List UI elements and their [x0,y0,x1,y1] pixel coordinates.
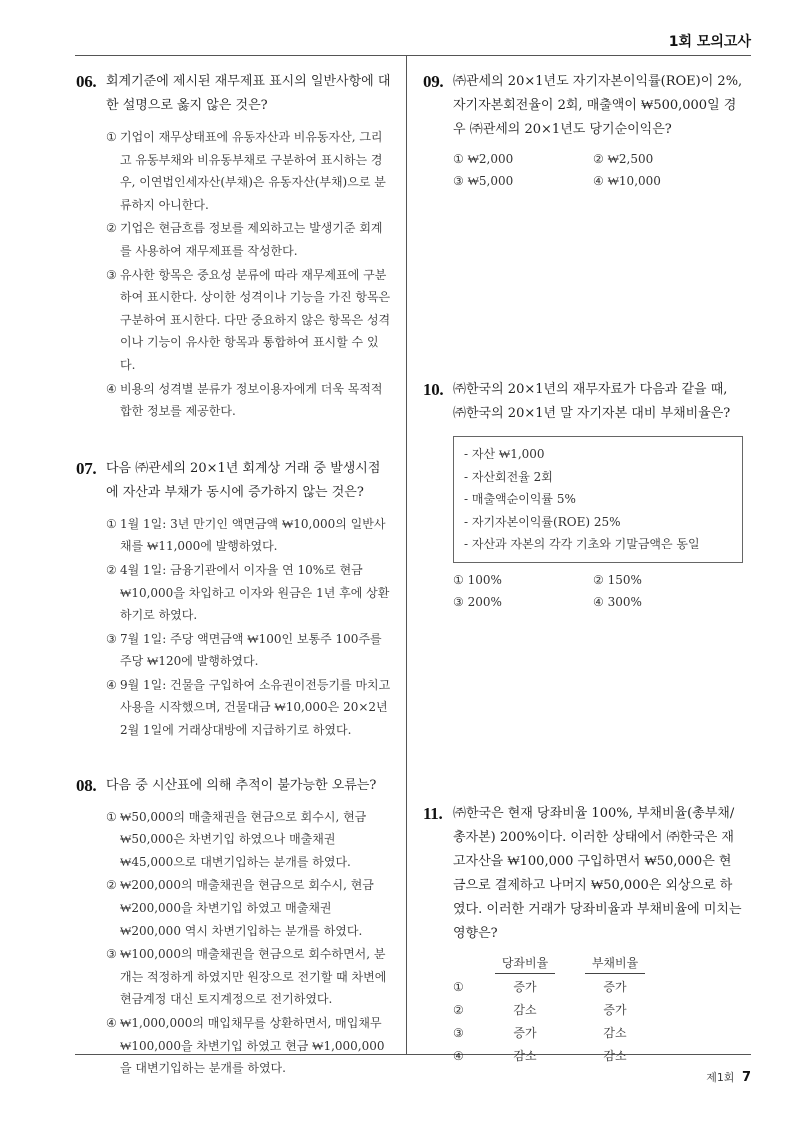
option-mark: ① [453,152,464,166]
option-text: 4월 1일: 금융기관에서 이자율 연 10%로 현금 ₩10,000을 차입하고 이자와 원금은 1년 후에 상환하기로 하였다. [120,562,390,623]
question-09-option-4 [593,170,733,192]
question-10-number: 10. [423,380,444,399]
left-column [76,70,392,1081]
option-text: 200% [467,594,502,609]
question-10-options [423,569,743,613]
option-mark: ③ [106,631,117,646]
option-mark: ③ [106,947,117,962]
option-text: ₩200,000의 매출채권을 현금으로 회수시, 현금 ₩200,000을 차변기입 하였고 매출채권 ₩200,000 역시 차변기입하는 분개를 하였다. [120,878,374,938]
quick-ratio-effect: 증가 [513,980,537,994]
option-text: ₩50,000의 매출채권을 현금으로 회수시, 현금 ₩50,000은 차변기입 하였으나 매출채권 ₩45,000으로 대변기입하는 분개를 하였다. [120,809,367,869]
question-10-stem [423,378,743,426]
option-mark: ① [106,516,117,531]
question-07-text: 다음 ㈜관세의 20×1년 회계상 거래 중 발생시점에 자산과 부채가 동시에 증가하지 않는 것은? [106,460,381,500]
question-08-stem [76,774,392,798]
question-07-options [76,513,392,742]
column-divider [406,56,407,1054]
question-08-option-3 [106,943,392,1011]
question-09-text: ㈜관세의 20×1년도 자기자본이익률(ROE)이 2%, 자기자본회전율이 2회, 매출액이 ₩500,000일 경우 ㈜관세의 20×1년도 당기순이익은? [453,74,743,137]
page-footer [706,1069,751,1085]
question-10-option-3 [453,591,593,613]
question-08-option-2 [106,874,392,942]
quick-ratio-effect: 증가 [513,1026,537,1040]
question-08-option-1 [106,806,392,874]
question-09-number: 09. [423,72,444,91]
question-09-stem [423,70,743,142]
option-mark: ② [593,152,604,166]
question-10 [423,378,743,613]
box-item: - 자산회전율 2회 [464,469,553,484]
question-06-option-3 [106,264,392,377]
option-mark: ② [453,1002,464,1017]
question-09-options [423,148,743,192]
quick-ratio-effect: 감소 [513,1049,537,1063]
option-mark: ② [106,221,117,236]
question-11-number: 11. [423,804,443,823]
question-11-choice-table [453,952,743,1067]
option-mark: ① [106,130,117,144]
question-09 [423,70,743,192]
question-11-stem [423,802,743,946]
question-07 [76,457,392,742]
option-text: ₩2,500 [607,152,654,166]
question-08-text: 다음 중 시산표에 의해 추적이 불가능한 오류는? [106,777,377,793]
question-08-number: 08. [76,775,97,795]
option-mark: ④ [453,1048,464,1063]
box-item: - 자산 ₩1,000 [464,447,545,461]
question-06-number: 06. [76,72,97,91]
option-text: ₩1,000,000의 매입채무를 상환하면서, 매입채무 ₩100,000을 차변기입 하였고 현금 ₩1,000,000을 대변기입하는 분개를 하였다. [120,1016,385,1076]
option-mark: ② [106,562,117,577]
option-text: 300% [607,594,642,609]
option-text: 7월 1일: 주당 액면금액 ₩100인 보통주 100주를 주당 ₩120에 발행하였다. [120,631,382,669]
question-08 [76,774,392,1080]
box-item: - 자기자본이익률(ROE) 25% [464,514,621,529]
question-06-stem [76,70,392,118]
question-10-data-box [453,436,743,563]
option-text: 비용의 성격별 분류가 정보이용자에게 더욱 목적적합한 정보를 제공한다. [120,381,383,419]
question-06-text: 회계기준에 제시된 재무제표 표시의 일반사항에 대한 설명으로 옳지 않은 것은? [106,74,391,113]
question-06-option-4 [106,378,392,423]
debt-ratio-effect: 증가 [603,1003,627,1017]
question-11 [423,802,743,1067]
option-mark: ③ [106,267,117,282]
option-mark: ③ [453,174,464,188]
option-text: ₩5,000 [467,174,514,188]
option-mark: ① [453,572,464,587]
debt-ratio-effect: 증가 [603,980,627,994]
question-07-option-3 [106,628,392,673]
choice-table-row [453,998,743,1021]
option-text: 유사한 항목은 중요성 분류에 따라 재무제표에 구분하여 표시한다. 상이한 성격이나 기능을 가진 항목은 구분하여 표시한다. 다만 중요하지 않은 항목은 성격이나 기능이 유사한 항목과 통합하여 표시할 수 있다. [120,267,391,372]
option-text: 기업은 현금흐름 정보를 제외하고는 발생기준 회계를 사용하여 재무제표를 작성한다. [120,221,383,258]
header-quick-ratio: 당좌비율 [495,953,555,974]
option-mark: ① [453,979,464,994]
page-header-title: 1회 모의고사 [668,34,751,50]
choice-table-row [453,975,743,998]
debt-ratio-effect: 감소 [603,1049,627,1063]
question-07-number: 07. [76,458,97,478]
option-mark: ③ [453,594,464,609]
question-09-option-1 [453,148,593,170]
header-rule [75,55,751,56]
question-10-option-4 [593,591,733,613]
choice-table-header [453,952,743,975]
option-mark: ④ [593,594,604,609]
question-06 [76,70,392,423]
question-09-option-3 [453,170,593,192]
question-07-stem [76,457,392,505]
question-08-options [76,806,392,1080]
option-text: 9월 1일: 건물을 구입하여 소유권이전등기를 마치고 사용을 시작했으며, 건물대금 ₩10,000은 20×2년 2월 1일에 거래상대방에 지급하기로 하였다. [120,677,391,738]
box-item: - 매출액순이익률 5% [464,492,576,506]
question-09-option-2 [593,148,733,170]
choice-table-row [453,1044,743,1067]
option-mark: ② [593,572,604,587]
option-mark: ③ [453,1025,464,1040]
question-07-option-2 [106,559,392,627]
box-item: - 자산과 자본의 각각 기초와 기말금액은 동일 [464,537,700,551]
option-mark: ① [106,809,117,824]
question-10-option-1 [453,569,593,591]
option-text: 기업이 재무상태표에 유동자산과 비유동자산, 그리고 유동부채와 비유동부채로 구분하여 표시하는 경우, 이연법인세자산(부채)은 유동자산(부채)으로 분류하지 아니한다. [120,130,386,212]
question-06-options [76,126,392,423]
question-06-option-1 [106,126,392,216]
option-text: ₩10,000 [607,174,661,188]
question-07-option-1 [106,513,392,558]
header-debt-ratio: 부채비율 [585,953,645,974]
question-10-text: ㈜한국의 20×1년의 재무자료가 다음과 같을 때, ㈜한국의 20×1년 말 자기자본 대비 부채비율은? [453,382,731,421]
option-text: 1월 1일: 3년 만기인 액면금액 ₩10,000의 일반사채를 ₩11,000에 발행하였다. [120,516,386,554]
option-text: ₩100,000의 매출채권을 현금으로 회수하면서, 분개는 적정하게 하였지만 원장으로 전기할 때 차변에 현금계정 대신 토지계정으로 전기하였다. [120,947,387,1007]
option-mark: ④ [593,174,604,188]
choice-table-row [453,1021,743,1044]
page-number: 7 [741,1070,751,1085]
option-text: ₩2,000 [467,152,514,166]
option-text: 100% [467,572,502,587]
question-07-option-4 [106,674,392,742]
question-08-option-4 [106,1012,392,1080]
debt-ratio-effect: 감소 [603,1026,627,1040]
question-10-option-2 [593,569,733,591]
question-11-text: ㈜한국은 현재 당좌비율 100%, 부채비율(총부채/총자본) 200%이다. 이러한 상태에서 ㈜한국은 재고자산을 ₩100,000 구입하면서 ₩50,000은 현금으로 결제하고 나머지 ₩50,000은 외상으로 하였다. 이러한 거래가 당좌비율과 부채비율에 미치는 영향은? [453,806,742,941]
question-06-option-2 [106,217,392,262]
option-mark: ④ [106,381,117,396]
option-text: 150% [607,572,642,587]
footer-label: 제1회 [706,1071,735,1084]
quick-ratio-effect: 감소 [513,1003,537,1017]
option-mark: ④ [106,677,117,692]
option-mark: ④ [106,1016,117,1030]
option-mark: ② [106,878,117,893]
